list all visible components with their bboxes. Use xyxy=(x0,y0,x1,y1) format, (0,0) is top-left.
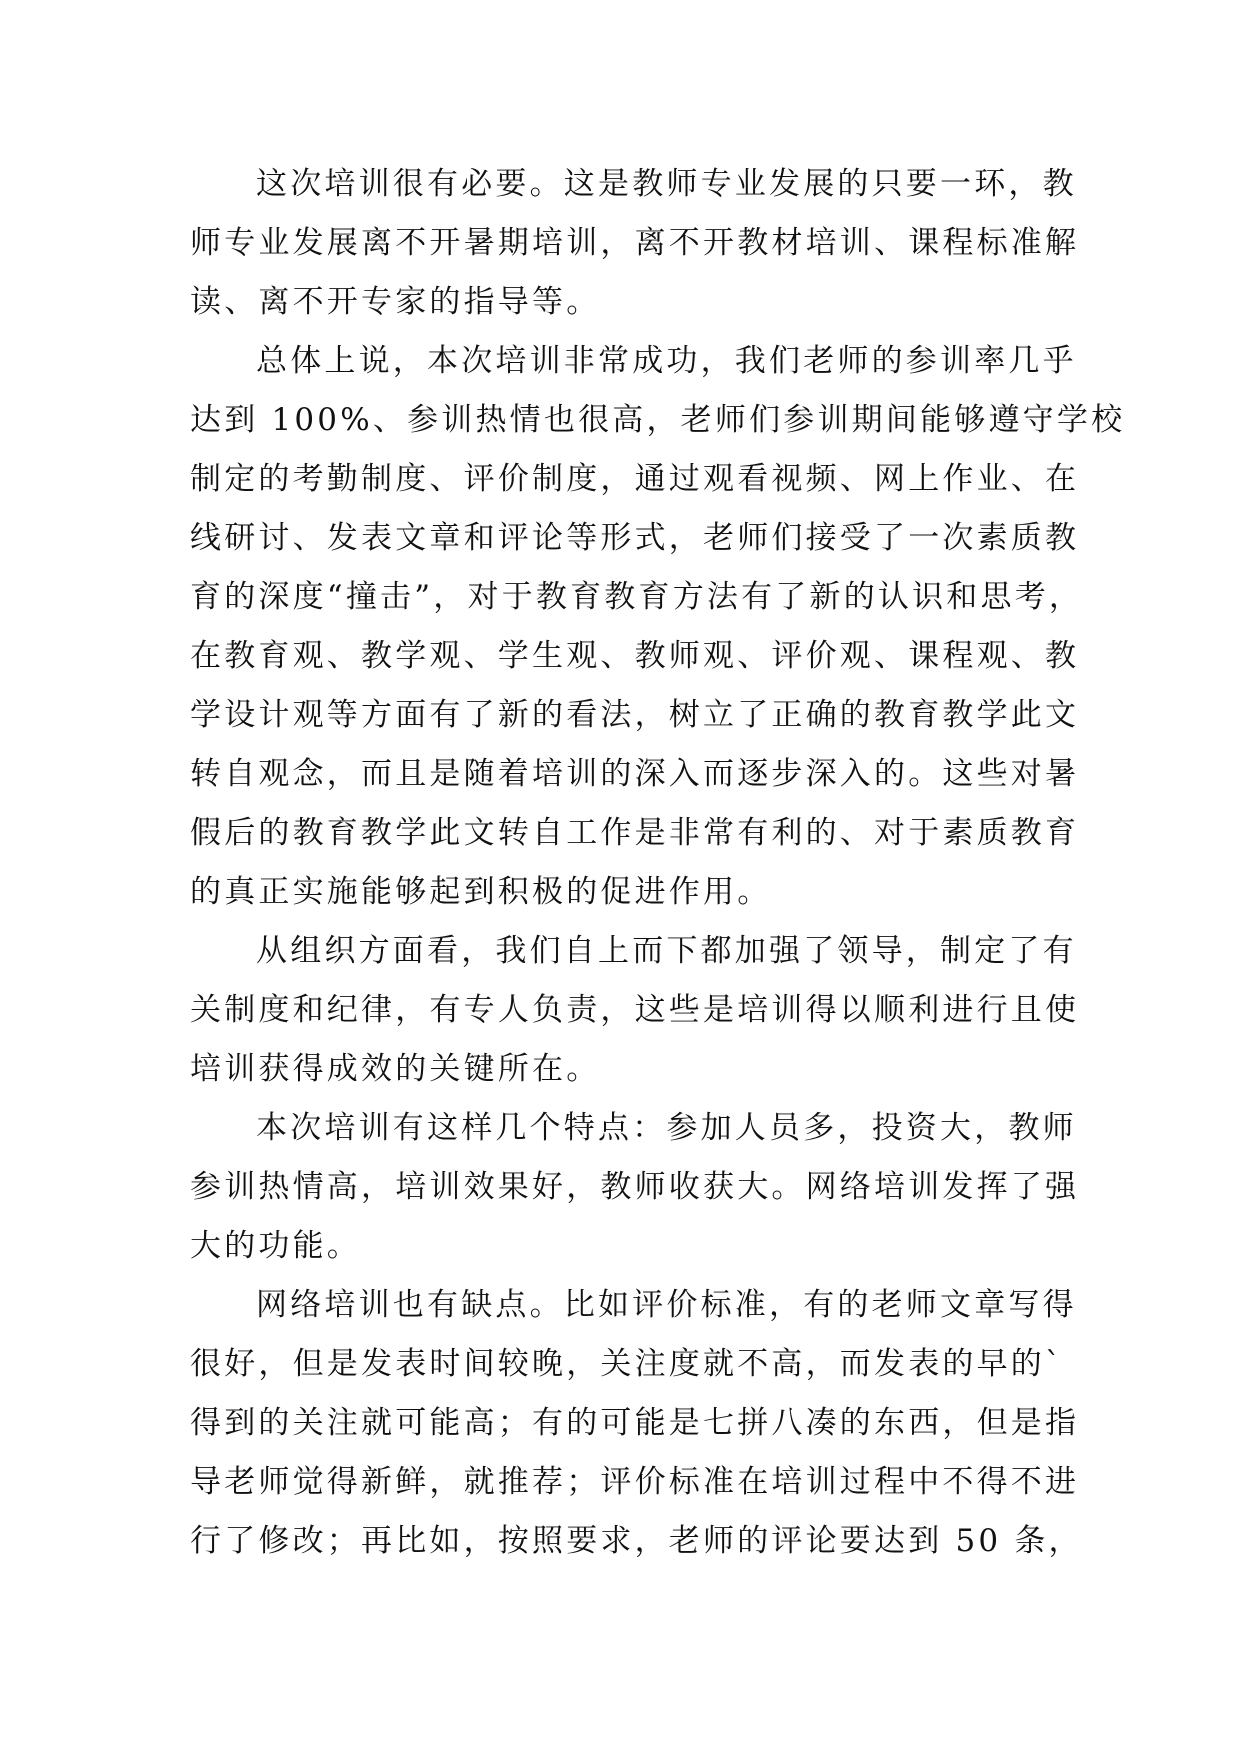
paragraph-4 xyxy=(190,1099,1080,1276)
text-line: 大的功能。 xyxy=(190,1228,361,1264)
text-line: 从组织方面看，我们自上而下都加强了领导，制定了有 xyxy=(256,933,1077,969)
text-line: 读、离不开专家的指导等。 xyxy=(190,284,601,320)
text-line: 在教育观、教学观、学生观、教师观、评价观、课程观、教 xyxy=(190,638,1080,674)
text-line: 线研讨、发表文章和评论等形式，老师们接受了一次素质教 xyxy=(190,520,1080,556)
text-line: 转自观念，而且是随着培训的深入而逐步深入的。这些对暑 xyxy=(190,756,1080,792)
text-line: 的真正实施能够起到积极的促进作用。 xyxy=(190,874,772,910)
text-line: 得到的关注就可能高；有的可能是七拼八凑的东西，但是指 xyxy=(190,1405,1080,1441)
text-line: 育的深度“撞击”，对于教育教育方法有了新的认识和思考， xyxy=(190,579,1084,615)
document-body xyxy=(190,155,1126,1571)
text-line: 导老师觉得新鲜，就推荐；评价标准在培训过程中不得不进 xyxy=(190,1464,1080,1500)
text-line: 网络培训也有缺点。比如评价标准，有的老师文章写得 xyxy=(256,1287,1077,1323)
paragraph-1 xyxy=(190,155,1080,332)
text-line: 培训获得成效的关键所在。 xyxy=(190,1051,601,1087)
paragraph-2 xyxy=(190,332,1126,922)
text-line: 总体上说，本次培训非常成功，我们老师的参训率几乎 xyxy=(256,343,1077,379)
text-line: 很好，但是发表时间较晚，关注度就不高，而发表的早的` xyxy=(190,1346,1064,1382)
text-line: 这次培训很有必要。这是教师专业发展的只要一环，教 xyxy=(256,166,1077,202)
paragraph-5 xyxy=(190,1276,1083,1571)
text-line: 参训热情高，培训效果好，教师收获大。网络培训发挥了强 xyxy=(190,1169,1080,1205)
text-line: 本次培训有这样几个特点：参加人员多，投资大，教师 xyxy=(256,1110,1077,1146)
text-line: 师专业发展离不开暑期培训，离不开教材培训、课程标准解 xyxy=(190,225,1080,261)
text-line: 达到 100%、参训热情也很高，老师们参训期间能够遵守学校 xyxy=(190,402,1126,438)
text-line: 学设计观等方面有了新的看法，树立了正确的教育教学此文 xyxy=(190,697,1080,733)
text-line: 关制度和纪律，有专人负责，这些是培训得以顺利进行且使 xyxy=(190,992,1080,1028)
text-line: 制定的考勤制度、评价制度，通过观看视频、网上作业、在 xyxy=(190,461,1080,497)
text-line: 假后的教育教学此文转自工作是非常有利的、对于素质教育 xyxy=(190,815,1080,851)
paragraph-3 xyxy=(190,922,1080,1099)
text-line: 行了修改；再比如，按照要求，老师的评论要达到 50 条， xyxy=(190,1523,1083,1559)
